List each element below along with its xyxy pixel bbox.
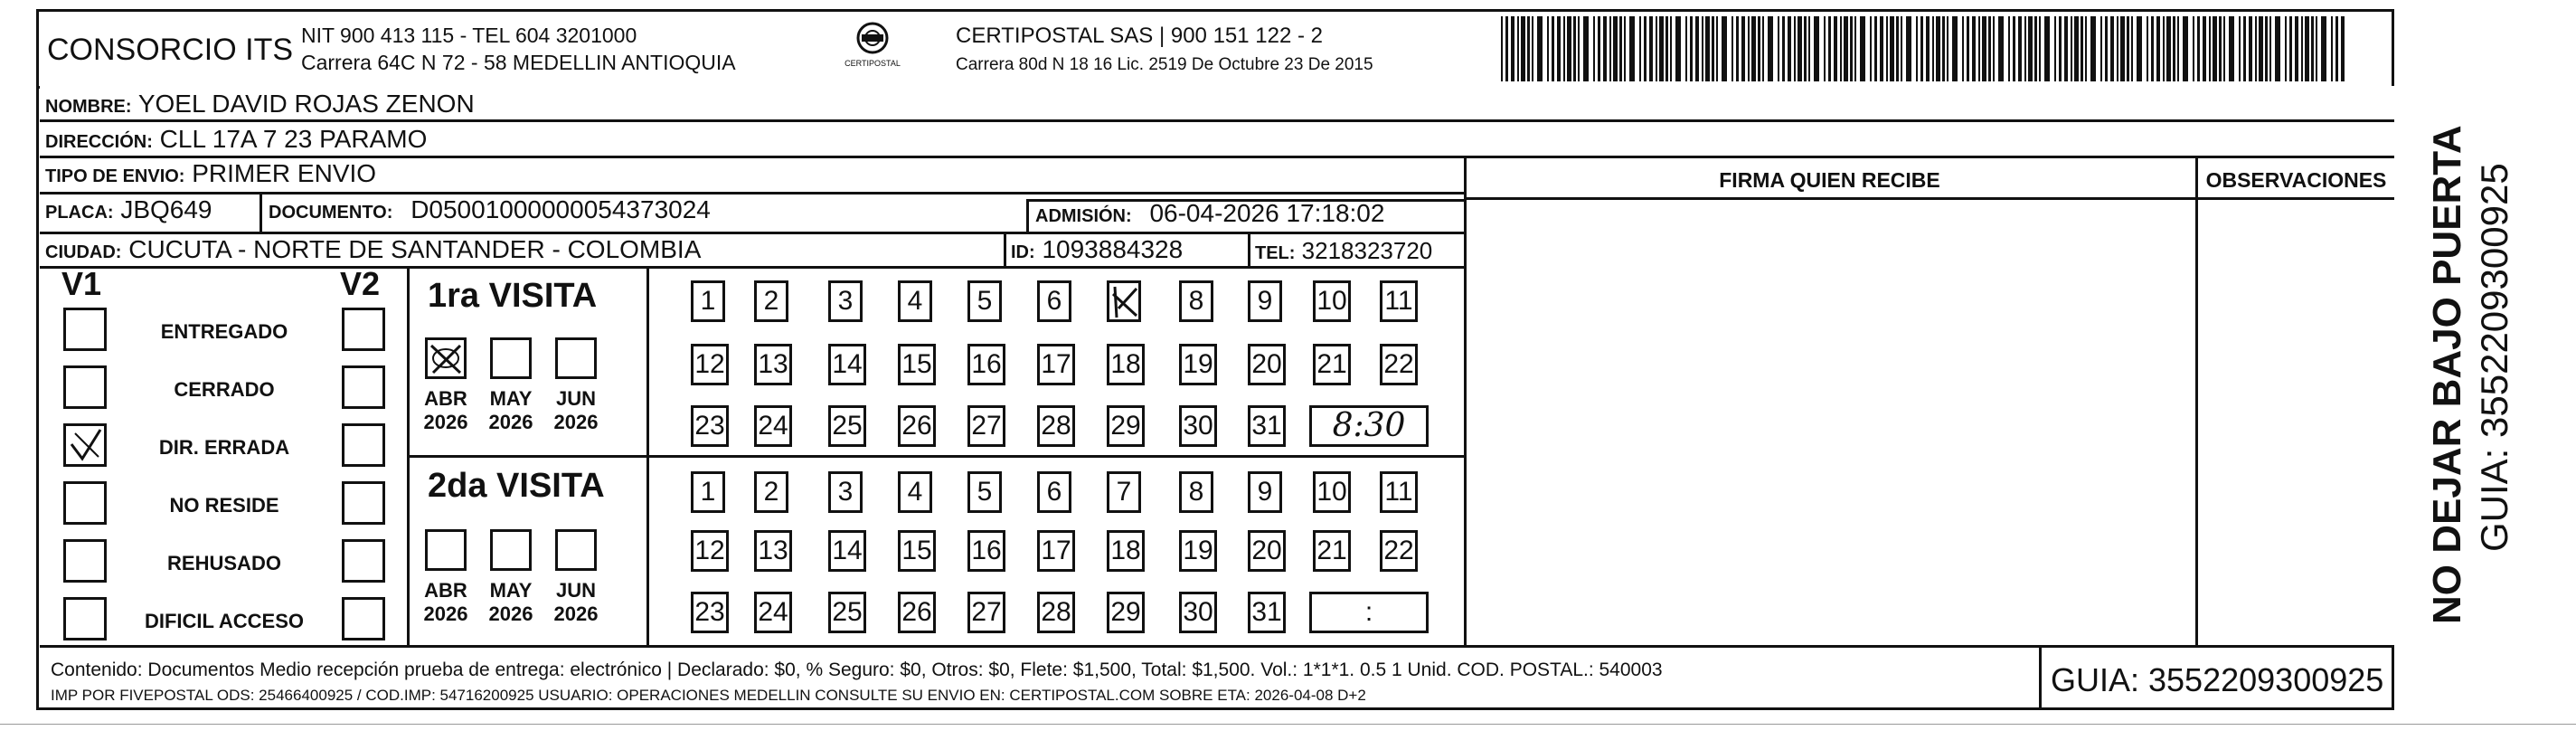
barcode-bar (2255, 16, 2257, 81)
month-label: JUN 2026 (553, 387, 599, 434)
barcode-bar (1629, 16, 1635, 81)
barcode-bar (1870, 16, 1872, 81)
first-visit-month-jun[interactable] (555, 337, 597, 379)
barcode-bar (2295, 16, 2298, 81)
second-visit-day-26[interactable]: 26 (898, 592, 936, 633)
side-guia: GUIA: 3552209300925 (2473, 163, 2515, 552)
first-visit-day-28[interactable]: 28 (1037, 405, 1075, 447)
barcode-bar (1736, 16, 1739, 81)
barcode-bar (1962, 16, 1964, 81)
barcode-bar (1808, 16, 1810, 81)
barcode-bar (1920, 16, 1923, 81)
second-visit-day-2[interactable]: 2 (754, 471, 788, 513)
barcode-bar (1552, 16, 1554, 81)
second-visit-day-24[interactable]: 24 (754, 592, 792, 633)
company-address: Carrera 64C N 72 - 58 MEDELLIN ANTIOQUIA (301, 51, 736, 74)
barcode-bar (2177, 16, 2179, 81)
tel-row (1255, 239, 1432, 262)
barcode-bar (2127, 16, 2129, 81)
barcode-bar (1547, 16, 1549, 81)
barcode-bar (1947, 16, 1949, 81)
v2-checkbox-0[interactable] (342, 308, 385, 351)
barcode-bar (2024, 16, 2026, 81)
v1-checkbox-1[interactable] (63, 365, 107, 409)
second-visit-month-may[interactable] (490, 529, 532, 571)
second-visit-day-4[interactable]: 4 (898, 471, 932, 513)
logo-text: CERTIPOSTAL (845, 59, 901, 68)
barcode-bar (1505, 16, 1508, 81)
barcode-bar (1665, 16, 1668, 81)
first-visit-day-1[interactable]: 1 (691, 280, 725, 322)
status-label: ENTREGADO (160, 320, 288, 343)
first-visit-day-15[interactable]: 15 (898, 344, 936, 385)
status-label: CERRADO (174, 378, 275, 401)
barcode-bar (1926, 16, 1930, 81)
id-row (1011, 237, 1183, 262)
barcode-bar (2285, 16, 2287, 81)
barcode-bar (1532, 16, 1533, 81)
barcode-bar (2117, 16, 2118, 81)
second-visit-day-12[interactable]: 12 (691, 530, 729, 572)
direccion-value: CLL 17A 7 23 PARAMO (159, 125, 428, 153)
barcode-bar (1834, 16, 1837, 81)
barcode-bar (1685, 16, 1687, 81)
second-visit-time-field[interactable]: : (1309, 592, 1429, 633)
barcode-bar (2013, 16, 2015, 81)
barcode-bar (1890, 16, 1894, 81)
barcode-bar (1748, 16, 1750, 81)
barcode-bar (1998, 16, 2004, 81)
second-visit-day-10[interactable]: 10 (1313, 471, 1351, 513)
observaciones-area (2198, 200, 2394, 643)
barcode-bar (1804, 16, 1807, 81)
barcode-bar (2183, 16, 2188, 81)
direccion-label: DIRECCIÓN: (45, 132, 153, 152)
second-visit-day-19[interactable]: 19 (1179, 530, 1217, 572)
barcode-bar (2105, 16, 2108, 81)
barcode-bar (1824, 16, 1826, 81)
barcode-bar (1860, 16, 1865, 81)
barcode-bar (2110, 16, 2114, 81)
certipostal-logo (836, 20, 909, 74)
barcode-bar (1567, 16, 1571, 81)
second-visit-day-11[interactable]: 11 (1380, 471, 1418, 513)
second-visit-day-18[interactable]: 18 (1107, 530, 1145, 572)
barcode-bar (2166, 16, 2171, 81)
barcode-bar (1778, 16, 1779, 81)
first-visit-day-27[interactable]: 27 (967, 405, 1005, 447)
first-visit-day-10[interactable]: 10 (1313, 280, 1351, 322)
status-label: REHUSADO (167, 552, 281, 574)
tipo-row (45, 161, 376, 186)
barcode-bar (2120, 16, 2125, 81)
barcode-bar (1731, 16, 1733, 81)
barcode-bar (1705, 16, 1710, 81)
barcode-bar (1598, 16, 1600, 81)
v1-checkbox-3[interactable] (63, 481, 107, 525)
barcode-bar (1670, 16, 1672, 81)
ciudad-label: CIUDAD: (45, 242, 122, 262)
barcode-bar (1798, 16, 1802, 81)
barcode-bar (2316, 16, 2317, 81)
first-visit-day-11[interactable]: 11 (1380, 280, 1418, 322)
second-visit-day-28[interactable]: 28 (1037, 592, 1075, 633)
barcode-bar (2219, 16, 2222, 81)
barcode-bar (1854, 16, 1856, 81)
barcode-bar (2137, 16, 2142, 81)
first-visit-month-abr[interactable] (425, 337, 467, 379)
barcode-bar (1537, 16, 1543, 81)
courier-name: CERTIPOSTAL SAS | 900 151 122 - 2 (956, 24, 1323, 48)
barcode-bar (1613, 16, 1618, 81)
barcode-bar (1695, 16, 1699, 81)
first-visit-day-20[interactable]: 20 (1248, 344, 1286, 385)
documento-label: DOCUMENTO: (269, 203, 393, 223)
admision-label: ADMISIÓN: (1035, 206, 1132, 226)
first-visit-day-6[interactable]: 6 (1037, 280, 1071, 322)
v1-checkbox-0[interactable] (63, 308, 107, 351)
barcode-bar (1716, 16, 1718, 81)
barcode-bar (2243, 16, 2246, 81)
barcode-bar (1557, 16, 1561, 81)
barcode-bar (2259, 16, 2263, 81)
barcode-bar (2311, 16, 2314, 81)
barcode-bar (1609, 16, 1611, 81)
barcode-bar (2039, 16, 2041, 81)
barcode-bar (1563, 16, 1565, 81)
v2-checkbox-1[interactable] (342, 365, 385, 409)
barcode-bar (1762, 16, 1764, 81)
check-mark-icon (428, 340, 464, 376)
barcode-bar (2249, 16, 2252, 81)
barcode-bar (1906, 16, 1911, 81)
direccion-row (45, 127, 427, 152)
second-visit-day-13[interactable]: 13 (754, 530, 792, 572)
barcode-bar (1649, 16, 1653, 81)
placa-value: JBQ649 (120, 195, 212, 223)
barcode-bar (1659, 16, 1664, 81)
nombre-row (45, 91, 475, 117)
barcode-bar (1936, 16, 1940, 81)
nombre-label: NOMBRE: (45, 97, 132, 117)
barcode-bar (1886, 16, 1888, 81)
second-visit-day-6[interactable]: 6 (1037, 471, 1071, 513)
first-visit-day-14[interactable]: 14 (828, 344, 866, 385)
barcode-bar (1722, 16, 1727, 81)
barcode-bar (2203, 16, 2206, 81)
id-value: 1093884328 (1042, 235, 1184, 263)
tel-value: 3218323720 (1301, 237, 1433, 264)
barcode-bar (1844, 16, 1848, 81)
barcode-bar (1573, 16, 1576, 81)
barcode-bar (1578, 16, 1580, 81)
barcode-bar (1794, 16, 1796, 81)
barcode-bar (1758, 16, 1760, 81)
month-label: MAY 2026 (488, 579, 533, 626)
barcode-bar (1828, 16, 1831, 81)
month-label: ABR 2026 (423, 387, 468, 434)
barcode-bar (2269, 16, 2271, 81)
second-visit-day-17[interactable]: 17 (1037, 530, 1075, 572)
v2-label: V2 (340, 265, 381, 302)
observaciones-header: OBSERVACIONES (2205, 168, 2387, 192)
barcode-bar (1639, 16, 1641, 81)
first-visit-day-16[interactable]: 16 (967, 344, 1005, 385)
second-visit-month-jun[interactable] (555, 529, 597, 571)
first-visit-title: 1ra VISITA (428, 277, 598, 315)
barcode-bar (1656, 16, 1657, 81)
month-label: MAY 2026 (488, 387, 533, 434)
first-visit-month-may[interactable] (490, 337, 532, 379)
barcode-bar (1993, 16, 1995, 81)
barcode-bar (2044, 16, 2050, 81)
status-label: NO RESIDE (169, 494, 279, 517)
barcode-bar (2085, 16, 2087, 81)
barcode-bar (2064, 16, 2068, 81)
barcode-bar (2074, 16, 2079, 81)
tipo-label: TIPO DE ENVIO: (45, 166, 185, 186)
tear-line (0, 724, 2576, 725)
firma-header: FIRMA QUIEN RECIBE (1719, 168, 1940, 192)
company-name: CONSORCIO ITS (47, 33, 294, 67)
barcode-bar (1517, 16, 1519, 81)
barcode-bar (1741, 16, 1745, 81)
barcode-bar (1511, 16, 1514, 81)
barcode-bar (2059, 16, 2062, 81)
barcode-bar (1751, 16, 1756, 81)
month-label: ABR 2026 (423, 579, 468, 626)
placa-row (45, 197, 212, 223)
ciudad-value: CUCUTA - NORTE DE SANTANDER - COLOMBIA (128, 235, 702, 263)
barcode-bar (1593, 16, 1595, 81)
barcode-bar (2081, 16, 2083, 81)
barcode-bar (1644, 16, 1647, 81)
barcode-bar (1850, 16, 1853, 81)
barcode-bar (2147, 16, 2148, 81)
barcode-bar (2305, 16, 2309, 81)
barcode-bar (2156, 16, 2160, 81)
first-visit-day-30[interactable]: 30 (1179, 405, 1217, 447)
barcode-bar (2229, 16, 2234, 81)
second-visit-day-15[interactable]: 15 (898, 530, 936, 572)
v2-checkbox-4[interactable] (342, 539, 385, 583)
first-visit-day-7[interactable] (1107, 280, 1141, 322)
first-visit-time-field[interactable]: 8:30 (1309, 405, 1429, 447)
month-label: JUN 2026 (553, 579, 599, 626)
tel-label: TEL: (1255, 243, 1296, 263)
first-visit-day-5[interactable]: 5 (967, 280, 1002, 322)
first-visit-day-13[interactable]: 13 (754, 344, 792, 385)
admision-value: 06-04-2026 17:18:02 (1149, 199, 1385, 227)
id-label: ID: (1011, 242, 1035, 262)
first-visit-day-9[interactable]: 9 (1248, 280, 1282, 322)
second-visit-day-31[interactable]: 31 (1248, 592, 1286, 633)
barcode-bar (1712, 16, 1714, 81)
barcode-bar (2301, 16, 2303, 81)
barcode-bar (2331, 16, 2333, 81)
barcode-bar (1916, 16, 1918, 81)
barcode-bar (1521, 16, 1525, 81)
barcode-bar (1782, 16, 1785, 81)
first-visit-day-19[interactable]: 19 (1179, 344, 1217, 385)
barcode-bar (2054, 16, 2056, 81)
first-visit-day-26[interactable]: 26 (898, 405, 936, 447)
first-visit-day-12[interactable]: 12 (691, 344, 729, 385)
barcode-bar (2265, 16, 2268, 81)
status-label: DIFICIL ACCESO (144, 610, 304, 632)
first-visit-day-18[interactable]: 18 (1107, 344, 1145, 385)
barcode-bar (2008, 16, 2010, 81)
v1-checkbox-2[interactable] (63, 423, 107, 467)
barcode-bar (2209, 16, 2211, 81)
barcode-bar (1840, 16, 1842, 81)
first-visit-day-3[interactable]: 3 (828, 280, 863, 322)
no-dejar-bajo-puerta: NO DEJAR BAJO PUERTA (2425, 125, 2469, 624)
second-visit-day-22[interactable]: 22 (1380, 530, 1418, 572)
barcode-bar (1982, 16, 1986, 81)
second-visit-day-16[interactable]: 16 (967, 530, 1005, 572)
barcode-bar (2173, 16, 2175, 81)
second-visit-day-30[interactable]: 30 (1179, 592, 1217, 633)
barcode-bar (2239, 16, 2241, 81)
v1-checkbox-5[interactable] (63, 597, 107, 640)
second-visit-day-1[interactable]: 1 (691, 471, 725, 513)
first-visit-day-8[interactable]: 8 (1179, 280, 1213, 322)
second-visit-day-21[interactable]: 21 (1313, 530, 1351, 572)
barcode-bar (2034, 16, 2037, 81)
barcode-bar (1932, 16, 1934, 81)
second-visit-day-23[interactable]: 23 (691, 592, 729, 633)
barcode-bar (1880, 16, 1883, 81)
barcode-bar (2071, 16, 2072, 81)
company-nit: NIT 900 413 115 - TEL 604 3201000 (301, 24, 637, 47)
second-visit-day-14[interactable]: 14 (828, 530, 866, 572)
first-visit-day-31[interactable]: 31 (1248, 405, 1286, 447)
barcode-bar (1690, 16, 1693, 81)
barcode-bar (2100, 16, 2102, 81)
footer-contenido: Contenido: Documentos Medio recepción prueba de entrega: electrónico | Declarado: $0, % Seguro: $0, Otros: $0, Flete: $1,500, Total: $1,500. Vol.: 1*1*1. 0.5 1 Unid. COD. POSTAL.: 540003 (51, 659, 1663, 680)
documento-row (269, 197, 711, 223)
barcode-bar (2028, 16, 2033, 81)
nombre-value: YOEL DAVID ROJAS ZENON (137, 90, 475, 118)
courier-license: Carrera 80d N 18 16 Lic. 2519 De Octubre 23 De 2015 (956, 55, 1373, 74)
barcode-bar (2275, 16, 2280, 81)
v1-checkbox-4[interactable] (63, 539, 107, 583)
barcode-bar (1978, 16, 1980, 81)
status-label: DIR. ERRADA (158, 436, 290, 459)
barcode-bar (2131, 16, 2133, 81)
barcode-bar (2193, 16, 2194, 81)
first-visit-day-2[interactable]: 2 (754, 280, 788, 322)
barcode-bar (2321, 16, 2326, 81)
barcode-bar (2223, 16, 2225, 81)
barcode-bar (1814, 16, 1819, 81)
barcode-bar (2197, 16, 2200, 81)
barcode-bar (1768, 16, 1773, 81)
barcode-bar (1988, 16, 1991, 81)
barcode-bar (1603, 16, 1607, 81)
barcode-bar (2341, 16, 2345, 81)
barcode-bar (2018, 16, 2022, 81)
firma-area (1467, 200, 2195, 643)
barcode-bar (2090, 16, 2096, 81)
barcode-bar (2151, 16, 2154, 81)
v1-label: V1 (61, 265, 102, 302)
barcode-bar (1702, 16, 1703, 81)
second-visit-day-9[interactable]: 9 (1248, 471, 1282, 513)
barcode-bar (2213, 16, 2217, 81)
barcode-bar (1624, 16, 1626, 81)
second-visit-day-27[interactable]: 27 (967, 592, 1005, 633)
footer-guia: GUIA: 3552209300925 (2051, 661, 2384, 698)
first-visit-day-23[interactable]: 23 (691, 405, 729, 447)
barcode-bar (2335, 16, 2338, 81)
barcode-bar (1788, 16, 1791, 81)
barcode-bar (1896, 16, 1899, 81)
barcode (1501, 16, 2346, 81)
first-visit-day-17[interactable]: 17 (1037, 344, 1075, 385)
barcode-bar (1619, 16, 1622, 81)
barcode-bar (1527, 16, 1530, 81)
barcode-bar (1901, 16, 1902, 81)
check-mark-icon (1109, 283, 1142, 319)
barcode-bar (2163, 16, 2165, 81)
barcode-bar (1675, 16, 1681, 81)
barcode-bar (1583, 16, 1589, 81)
first-visit-day-24[interactable]: 24 (754, 405, 792, 447)
v2-checkbox-2[interactable] (342, 423, 385, 467)
tipo-value: PRIMER ENVIO (192, 159, 377, 187)
second-visit-day-25[interactable]: 25 (828, 592, 866, 633)
v2-checkbox-5[interactable] (342, 597, 385, 640)
barcode-bar (1967, 16, 1969, 81)
second-visit-day-5[interactable]: 5 (967, 471, 1002, 513)
v2-checkbox-3[interactable] (342, 481, 385, 525)
admision-row (1035, 201, 1384, 226)
first-visit-day-21[interactable]: 21 (1313, 344, 1351, 385)
second-visit-day-3[interactable]: 3 (828, 471, 863, 513)
barcode-bar (1972, 16, 1976, 81)
barcode-bar (1952, 16, 1958, 81)
documento-value: D05001000000054373024 (410, 195, 711, 223)
second-visit-day-29[interactable]: 29 (1107, 592, 1145, 633)
barcode-bar (1501, 16, 1503, 81)
placa-label: PLACA: (45, 203, 114, 223)
barcode-bar (2289, 16, 2292, 81)
check-mark-icon (66, 426, 104, 464)
first-visit-day-29[interactable]: 29 (1107, 405, 1145, 447)
second-visit-day-7[interactable]: 7 (1107, 471, 1141, 513)
ciudad-row (45, 237, 701, 262)
second-visit-day-8[interactable]: 8 (1179, 471, 1213, 513)
first-visit-day-4[interactable]: 4 (898, 280, 932, 322)
second-visit-title: 2da VISITA (428, 467, 605, 505)
footer-imp: IMP POR FIVEPOSTAL ODS: 25466400925 / COD.IMP: 54716200925 USUARIO: OPERACIONES MEDELLIN CONSULTE SU ENVIO EN: CERTIPOSTAL.COM SOBRE ETA: 2026-04-08 D+2 (51, 687, 1366, 704)
second-visit-day-20[interactable]: 20 (1248, 530, 1286, 572)
barcode-bar (1874, 16, 1877, 81)
first-visit-day-25[interactable]: 25 (828, 405, 866, 447)
barcode-bar (1942, 16, 1945, 81)
first-visit-day-22[interactable]: 22 (1380, 344, 1418, 385)
second-visit-month-abr[interactable] (425, 529, 467, 571)
